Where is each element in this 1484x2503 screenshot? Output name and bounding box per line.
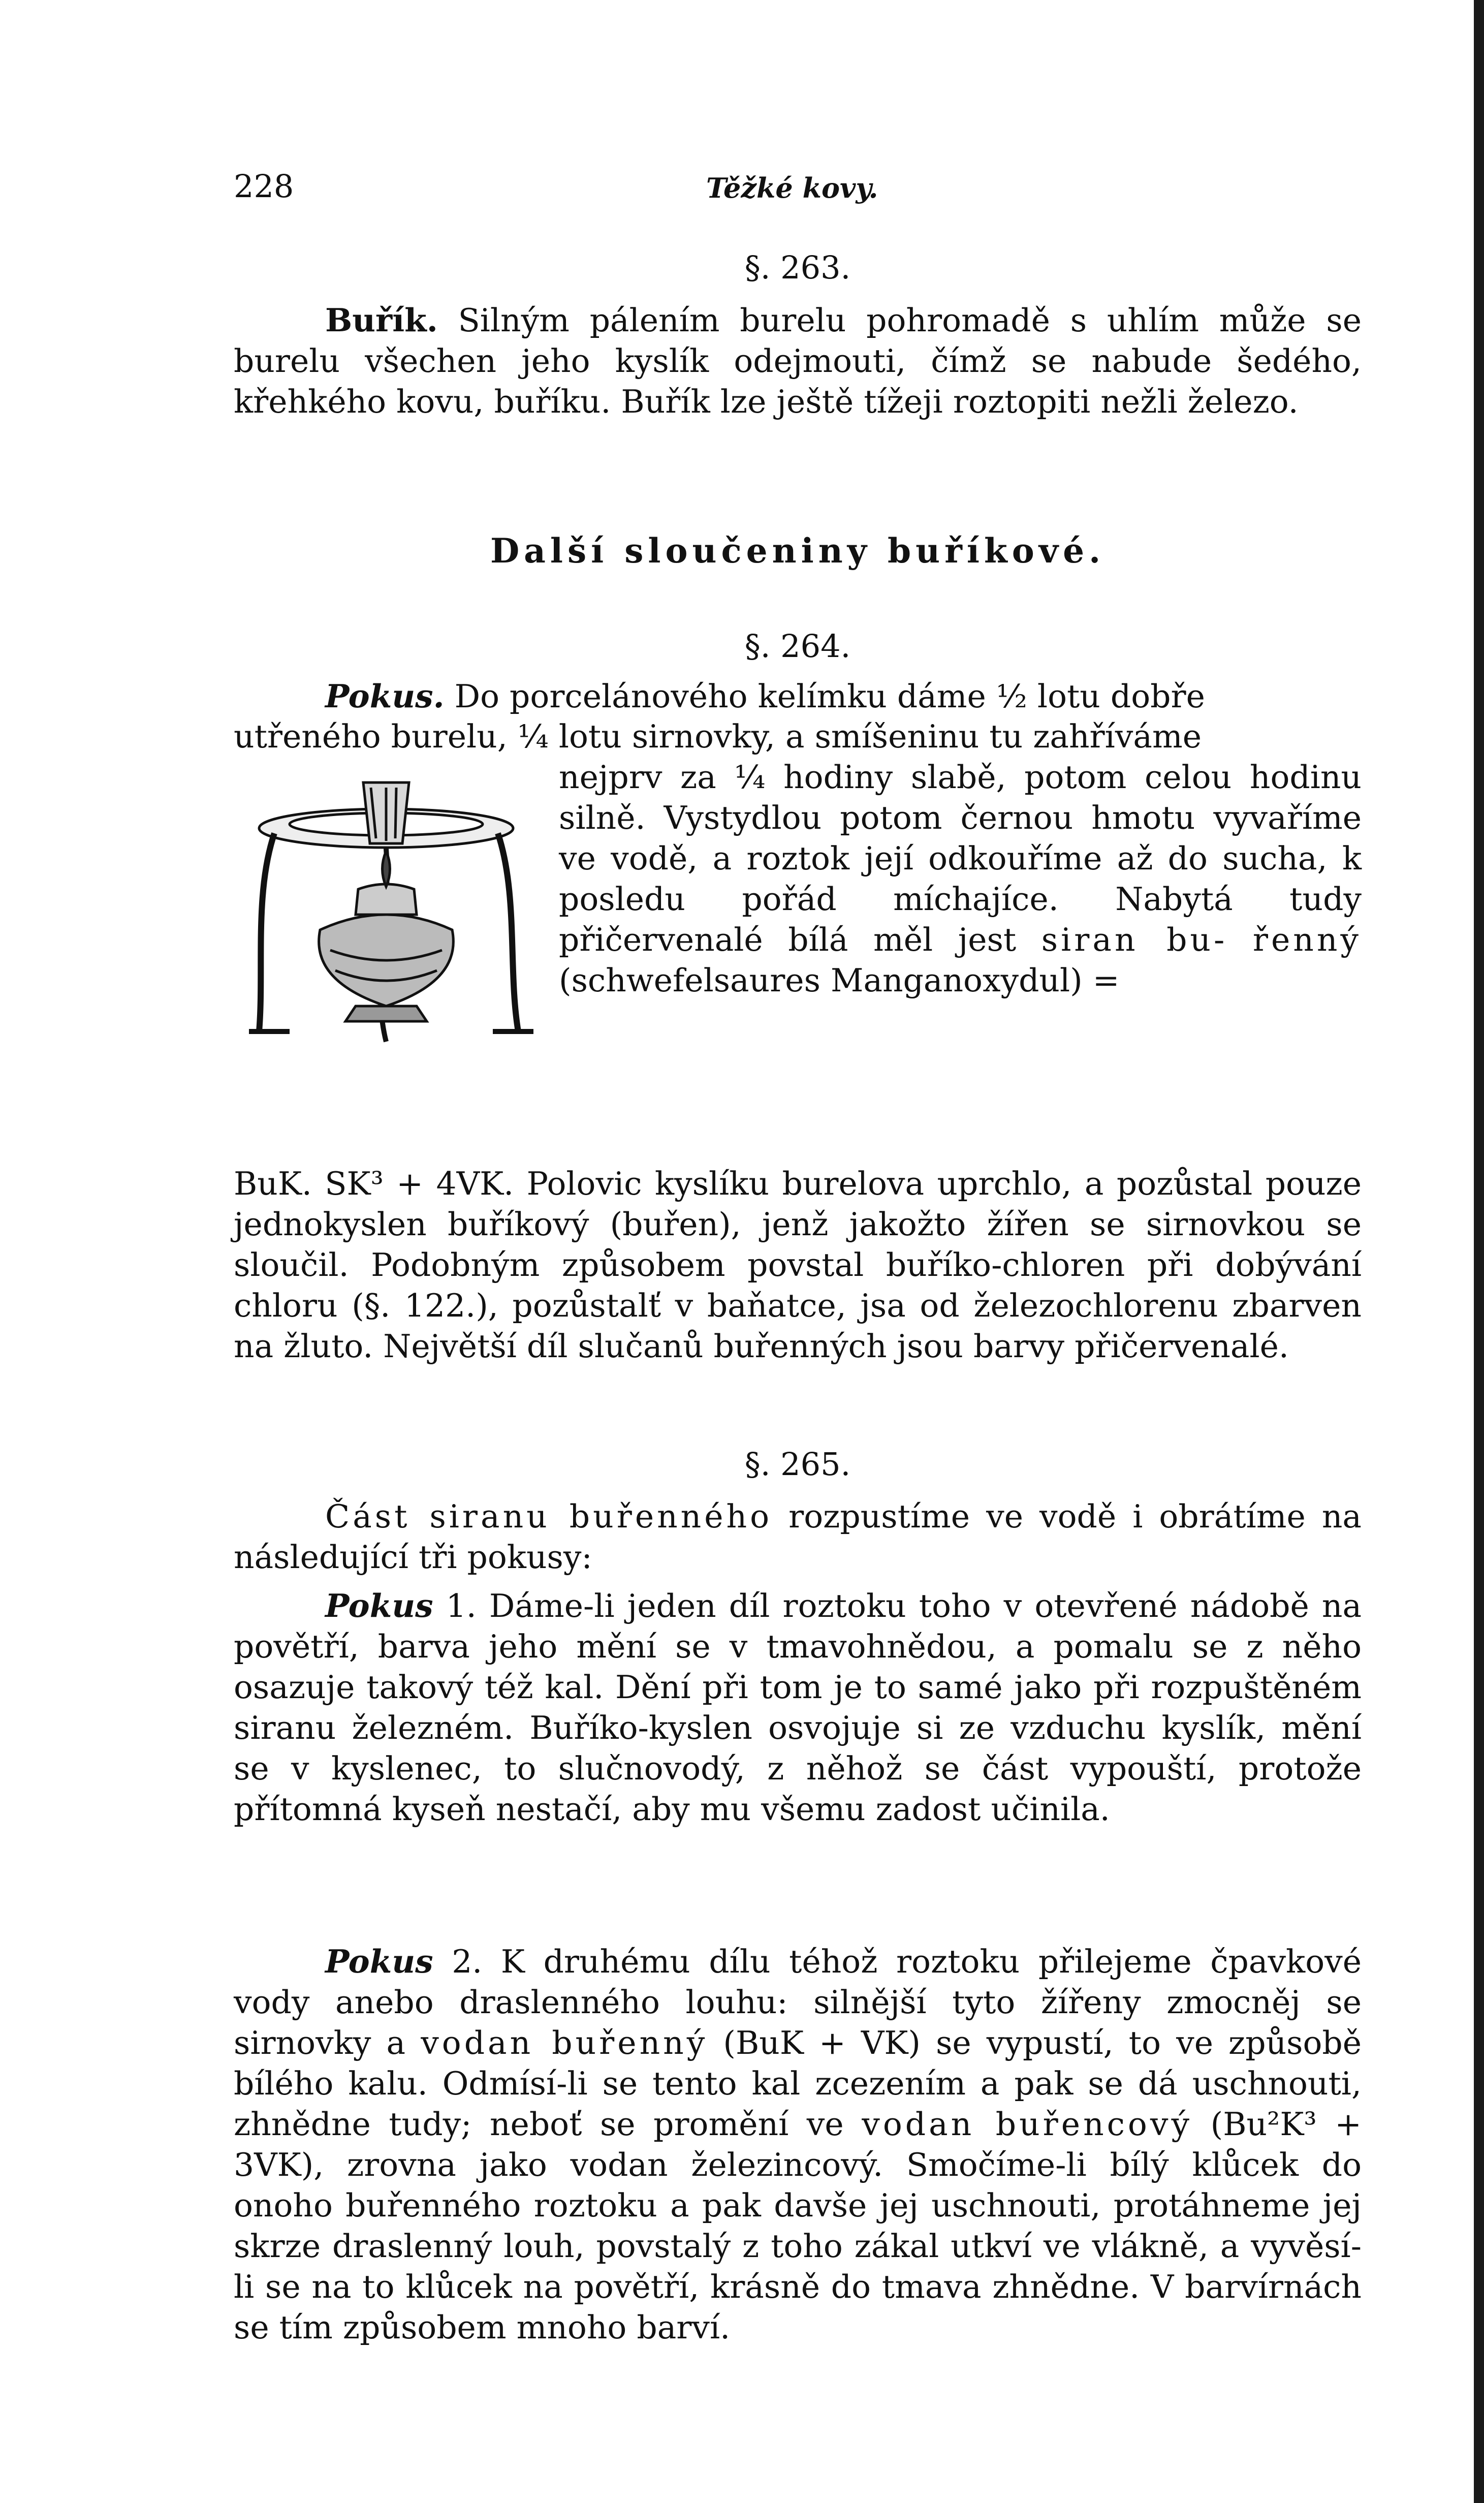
section-265-intro <box>234 1496 1362 1578</box>
section-264-wrap-b: (schwefelsaures Manganoxydul) = <box>559 962 1120 999</box>
page-header <box>234 168 1148 213</box>
section-264-wrap-a: nejprv za ¼ hodiny slabě, potom celou hodinu silně. Vystydlou potom černou hmotu vyvaříme ve vodě, a roztok její odkouříme až do sucha, k posledu pořád míchajíce. Nabytá tudy přičervenalé bílá měl jest <box>559 759 1362 958</box>
section-264-wrapped-text <box>559 757 1362 1001</box>
pokus-2-number: 2. <box>452 1943 483 1980</box>
section-263-number: §. 263. <box>744 249 851 286</box>
section-264-number: §. 264. <box>744 628 851 665</box>
section-265-pokus-1 <box>234 1585 1362 1830</box>
pokus-2-text-b: (BuK + VK) se vypustí, to ve způsobě bílého kalu. Odmísí-li se tento kal zcezením a pak se dá uschnouti, zhnědne tudy; neboť se promění ve <box>234 2024 1362 2143</box>
section-263-paragraph <box>234 300 1362 422</box>
section-265-pokus-2 <box>234 1941 1362 2348</box>
crucible-apparatus-illustration <box>234 767 544 1052</box>
section-heading: Další sloučeniny buříkové. <box>490 531 1106 571</box>
section-264-term-siran: siran bu- <box>1041 921 1228 958</box>
pokus-2-term-vodan-burencovy: vodan buřencový <box>862 2106 1193 2143</box>
section-265-number: §. 265. <box>744 1446 851 1483</box>
section-263-text: Silným pálením burelu pohromadě s uhlím může se burelu všechen jeho kyslík odejmouti, čímž se nabude šedého, křehkého kovu, buříku. Buřík lze ještě tížeji roztopiti nežli železo. <box>234 302 1362 420</box>
section-264-line-2: utřeného burelu, ¼ lotu sirnovky, a smíšeninu tu zahříváme <box>234 718 1202 755</box>
section-265-intro-rest: rozpustíme ve vodě i obrátíme na následující tři pokusy: <box>234 1498 1362 1576</box>
section-264-line1-rest: Do porcelánového kelímku dáme ½ lotu dobře <box>454 678 1205 715</box>
pokus-2-text-c: (Bu²K³ + 3VK), zrovna jako vodan železincový. Smočíme-li bílý klůcek do onoho buřenného roztoku a pak davše jej uschnouti, protáhneme jej skrze draslenný louh, povstalý z toho zákal utkví ve vlákně, a vyvěsí-li se na to klůcek na povětří, krásně do tmava zhnědne. V barvírnách se tím způsobem mnoho barví. <box>234 2106 1362 2346</box>
pokus-2-lead: Pokus <box>325 1943 433 1980</box>
section-265-intro-term: Část siranu buřenného <box>325 1498 773 1535</box>
page-edge-shadow <box>1474 0 1484 2503</box>
page-number: 228 <box>234 168 294 205</box>
pokus-1-number: 1. <box>446 1587 477 1624</box>
pokus-1-lead: Pokus <box>325 1587 433 1624</box>
section-263-lead: Buřík. <box>325 301 438 339</box>
section-264-lead: Pokus. <box>325 677 445 715</box>
pokus-2-term-vodan-burenny: vodan buřenný <box>421 2024 708 2061</box>
section-264-line-1 <box>234 676 1362 717</box>
section-264-rest: BuK. SK³ + 4VK. Polovic kyslíku burelova uprchlo, a pozůstal pouze jednokyslen buříkový (buřen), jenž jakožto žířen se sirnovkou se sloučil. Podobným způsobem povstal buříko-chloren při dobývání chloru (§. 122.), pozůstalť v baňatce, jsa od železochlorenu zbarven na žluto. Největší díl slučanů buřenných jsou barvy přičervenalé. <box>234 1165 1362 1365</box>
pokus-1-text: Dáme-li jeden díl roztoku toho v otevřené nádobě na povětří, barva jeho mění se v tmavohnědou, a pomalu se z něho osazuje takový též kal. Dění při tom je to samé jako při rozpuštěném siranu železném. Buříko-kyslen osvojuje si ze vzduchu kyslík, mění se v kyslenec, to slučnovodý, z něhož se část vypouští, protože přítomná kyseň nestačí, aby mu všemu zadost učinila. <box>234 1587 1362 1828</box>
book-page <box>234 152 1362 2439</box>
running-title: Těžké kovy. <box>706 172 878 204</box>
section-264-term-burenny: řenný <box>1252 921 1362 958</box>
pokus-2-text-a: K druhému dílu téhož roztoku přilejeme čpavkové vody anebo draslenného louhu: silnější tyto žířeny zmocněj se sirnovky a <box>234 1943 1362 2061</box>
